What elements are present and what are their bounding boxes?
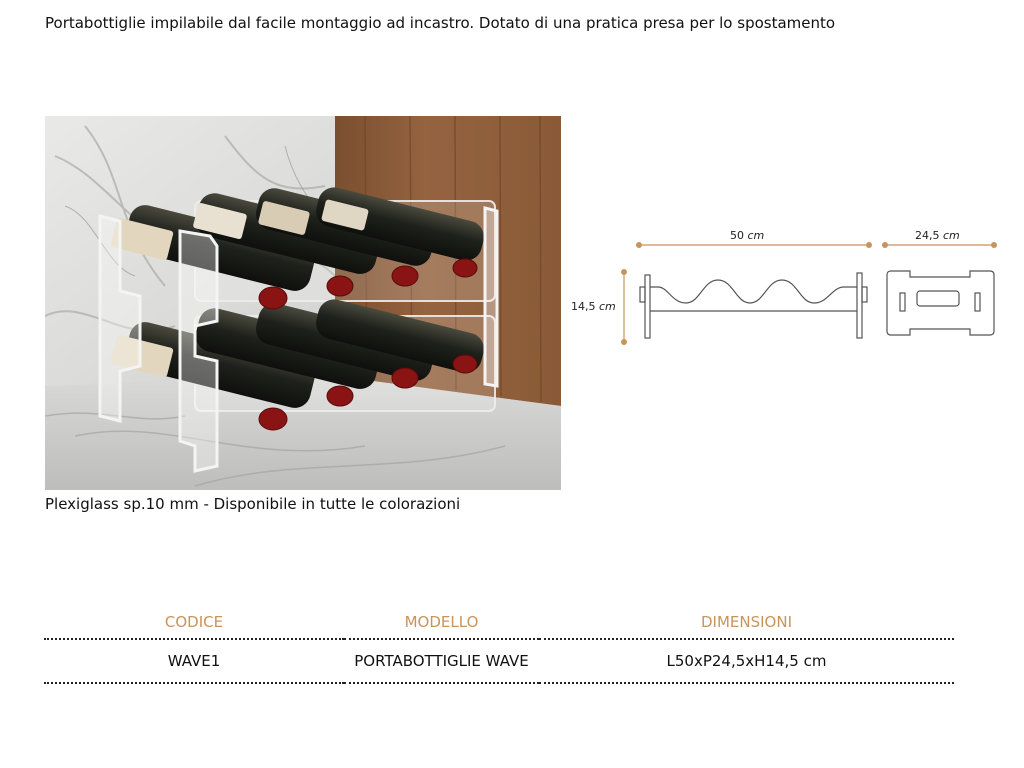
depth-value: 24,5 bbox=[915, 229, 940, 242]
side-view-outline bbox=[640, 273, 867, 338]
svg-text:24,5 cm bbox=[915, 229, 960, 242]
depth-dimension bbox=[882, 229, 997, 248]
table-row bbox=[44, 639, 954, 683]
header-codice: CODICE bbox=[44, 605, 344, 639]
length-unit: cm bbox=[747, 229, 765, 242]
svg-text:14,5 cm bbox=[571, 300, 616, 313]
height-value: 14,5 bbox=[571, 300, 596, 313]
depth-unit: cm bbox=[943, 229, 960, 242]
product-description: Portabottiglie impilabile dal facile montaggio ad incastro. Dotato di una pratica presa per lo spostamento bbox=[45, 14, 836, 32]
length-value: 50 bbox=[730, 229, 744, 242]
material-caption: Plexiglass sp.10 mm - Disponibile in tutte le colorazioni bbox=[45, 495, 461, 513]
svg-text:50 cm bbox=[730, 229, 764, 242]
cell-codice: WAVE1 bbox=[44, 639, 344, 683]
product-spec-table bbox=[44, 605, 954, 684]
top-view-outline bbox=[887, 271, 994, 335]
cell-dimensioni: L50xP24,5xH14,5 cm bbox=[539, 639, 954, 683]
product-photo bbox=[45, 116, 561, 490]
technical-drawing bbox=[560, 215, 1010, 355]
header-dimensioni: DIMENSIONI bbox=[539, 605, 954, 639]
height-unit: cm bbox=[599, 300, 616, 313]
cell-modello: PORTABOTTIGLIE WAVE bbox=[344, 639, 539, 683]
header-modello: MODELLO bbox=[344, 605, 539, 639]
length-dimension bbox=[636, 229, 872, 248]
height-dimension bbox=[571, 269, 627, 345]
table-header-row bbox=[44, 605, 954, 639]
